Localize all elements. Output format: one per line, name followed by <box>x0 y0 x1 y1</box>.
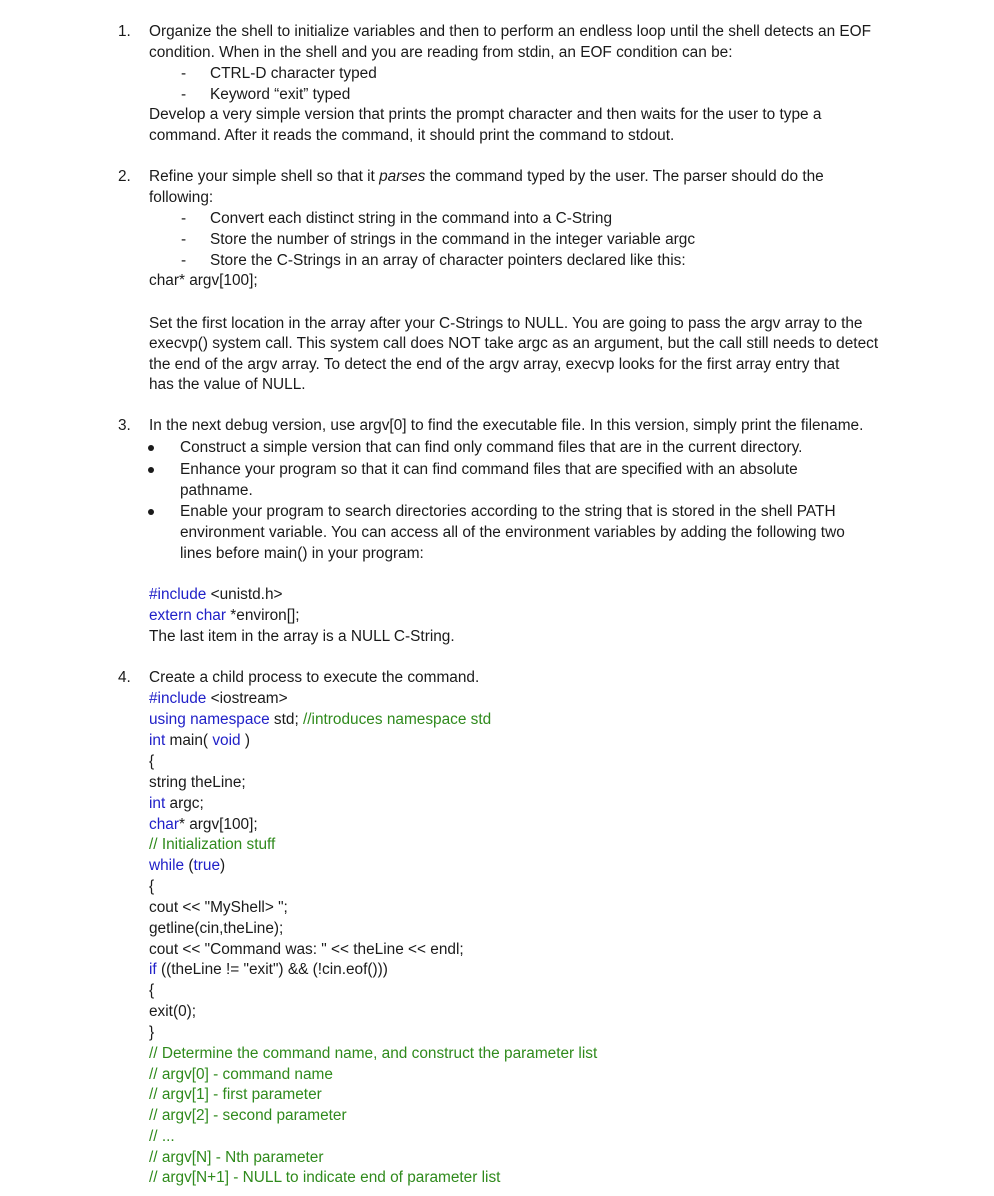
item-3-bullet-3-line-3: lines before main() in your program: <box>180 545 424 562</box>
code-if: if ((theLine != "exit") && (!cin.eof())) <box>149 961 388 978</box>
code-brace-open-2: { <box>149 878 155 895</box>
item-3-bullet-1: Construct a simple version that can find only command files that are in the current directory. <box>180 439 803 456</box>
item-1-bullet-2: Keyword “exit” typed <box>210 86 351 103</box>
item-2-bullet-3: Store the C-Strings in an array of character pointers declared like this: <box>210 252 686 269</box>
item-2-number: 2. <box>118 168 131 185</box>
dash-marker: - <box>181 86 187 103</box>
code-include-unistd: #include <unistd.h> <box>149 586 283 603</box>
item-2-line-1: Refine your simple shell so that it parses the command typed by the user. The parser should do the <box>149 168 824 185</box>
dash-marker: - <box>181 65 187 82</box>
item-2-para-line-4: has the value of NULL. <box>149 376 306 393</box>
item-3-outro: The last item in the array is a NULL C-String. <box>149 628 455 645</box>
code-getline: getline(cin,theLine); <box>149 920 284 937</box>
code-comment-4: // argv[2] - second parameter <box>149 1107 347 1124</box>
item-1-bullet-1: CTRL-D character typed <box>210 65 377 82</box>
item-2-para-line-1: Set the first location in the array after your C-Strings to NULL. You are going to pass the argv array to the <box>149 315 863 332</box>
item-3-intro: In the next debug version, use argv[0] to find the executable file. In this version, simply print the filename. <box>149 417 864 434</box>
dash-marker: - <box>181 210 187 227</box>
item-2-bullet-2: Store the number of strings in the command in the integer variable argc <box>210 231 696 248</box>
item-2-para-line-2: execvp() system call. This system call does NOT take argc as an argument, but the call still needs to detect <box>149 335 879 352</box>
code-cout-prompt: cout << "MyShell> "; <box>149 899 288 916</box>
item-2-bullet-1: Convert each distinct string in the command into a C-String <box>210 210 613 227</box>
code-argv-decl: char* argv[100]; <box>149 816 258 833</box>
bullet-dot <box>148 445 154 451</box>
item-1-after-line-2: command. After it reads the command, it should print the command to stdout. <box>149 127 675 144</box>
code-extern-environ: extern char *environ[]; <box>149 607 300 624</box>
item-3-bullet-2-line-2: pathname. <box>180 482 253 499</box>
code-init-comment: // Initialization stuff <box>149 836 276 853</box>
code-using-namespace: using namespace std; //introduces namespace std <box>149 711 492 728</box>
item-1-text-line-2: condition. When in the shell and you are reading from stdin, an EOF condition can be: <box>149 44 733 61</box>
code-while: while (true) <box>149 857 226 874</box>
code-include-iostream: #include <iostream> <box>149 690 288 707</box>
dash-marker: - <box>181 252 187 269</box>
code-comment-3: // argv[1] - first parameter <box>149 1086 322 1103</box>
code-brace-open-3: { <box>149 982 155 999</box>
item-1-text-line-1: Organize the shell to initialize variables and then to perform an endless loop until the shell detects an EOF <box>149 23 872 40</box>
item-4-number: 4. <box>118 669 131 686</box>
code-comment-6: // argv[N] - Nth parameter <box>149 1149 324 1166</box>
item-3-number: 3. <box>118 417 131 434</box>
code-comment-5: // ... <box>149 1128 175 1145</box>
item-4-intro: Create a child process to execute the command. <box>149 669 480 686</box>
dash-marker: - <box>181 231 187 248</box>
code-main-signature: int main( void ) <box>149 732 250 749</box>
code-brace-open: { <box>149 753 155 770</box>
item-2-line-2: following: <box>149 189 214 206</box>
code-string-decl: string theLine; <box>149 774 246 791</box>
item-1-after-line-1: Develop a very simple version that prints the prompt character and then waits for the user to type a <box>149 106 822 123</box>
item-3-bullet-3-line-1: Enable your program to search directories according to the string that is stored in the shell PATH <box>180 503 836 520</box>
item-1-number: 1. <box>118 23 131 40</box>
code-brace-close: } <box>149 1024 155 1041</box>
bullet-dot <box>148 509 154 515</box>
item-3-bullet-3-line-2: environment variable. You can access all of the environment variables by adding the following two <box>180 524 845 541</box>
code-comment-2: // argv[0] - command name <box>149 1066 333 1083</box>
code-comment-7: // argv[N+1] - NULL to indicate end of parameter list <box>149 1169 501 1186</box>
code-argc-decl: int argc; <box>149 795 204 812</box>
argv-declaration: char* argv[100]; <box>149 272 258 289</box>
parses-emphasis: parses <box>379 168 426 185</box>
code-comment-1: // Determine the command name, and construct the parameter list <box>149 1045 598 1062</box>
code-exit: exit(0); <box>149 1003 197 1020</box>
item-2-para-line-3: the end of the argv array. To detect the end of the argv array, execvp looks for the first array entry that <box>149 356 840 373</box>
bullet-dot <box>148 467 154 473</box>
item-3-bullet-2-line-1: Enhance your program so that it can find command files that are specified with an absolute <box>180 461 798 478</box>
code-cout-command: cout << "Command was: " << theLine << endl; <box>149 941 464 958</box>
